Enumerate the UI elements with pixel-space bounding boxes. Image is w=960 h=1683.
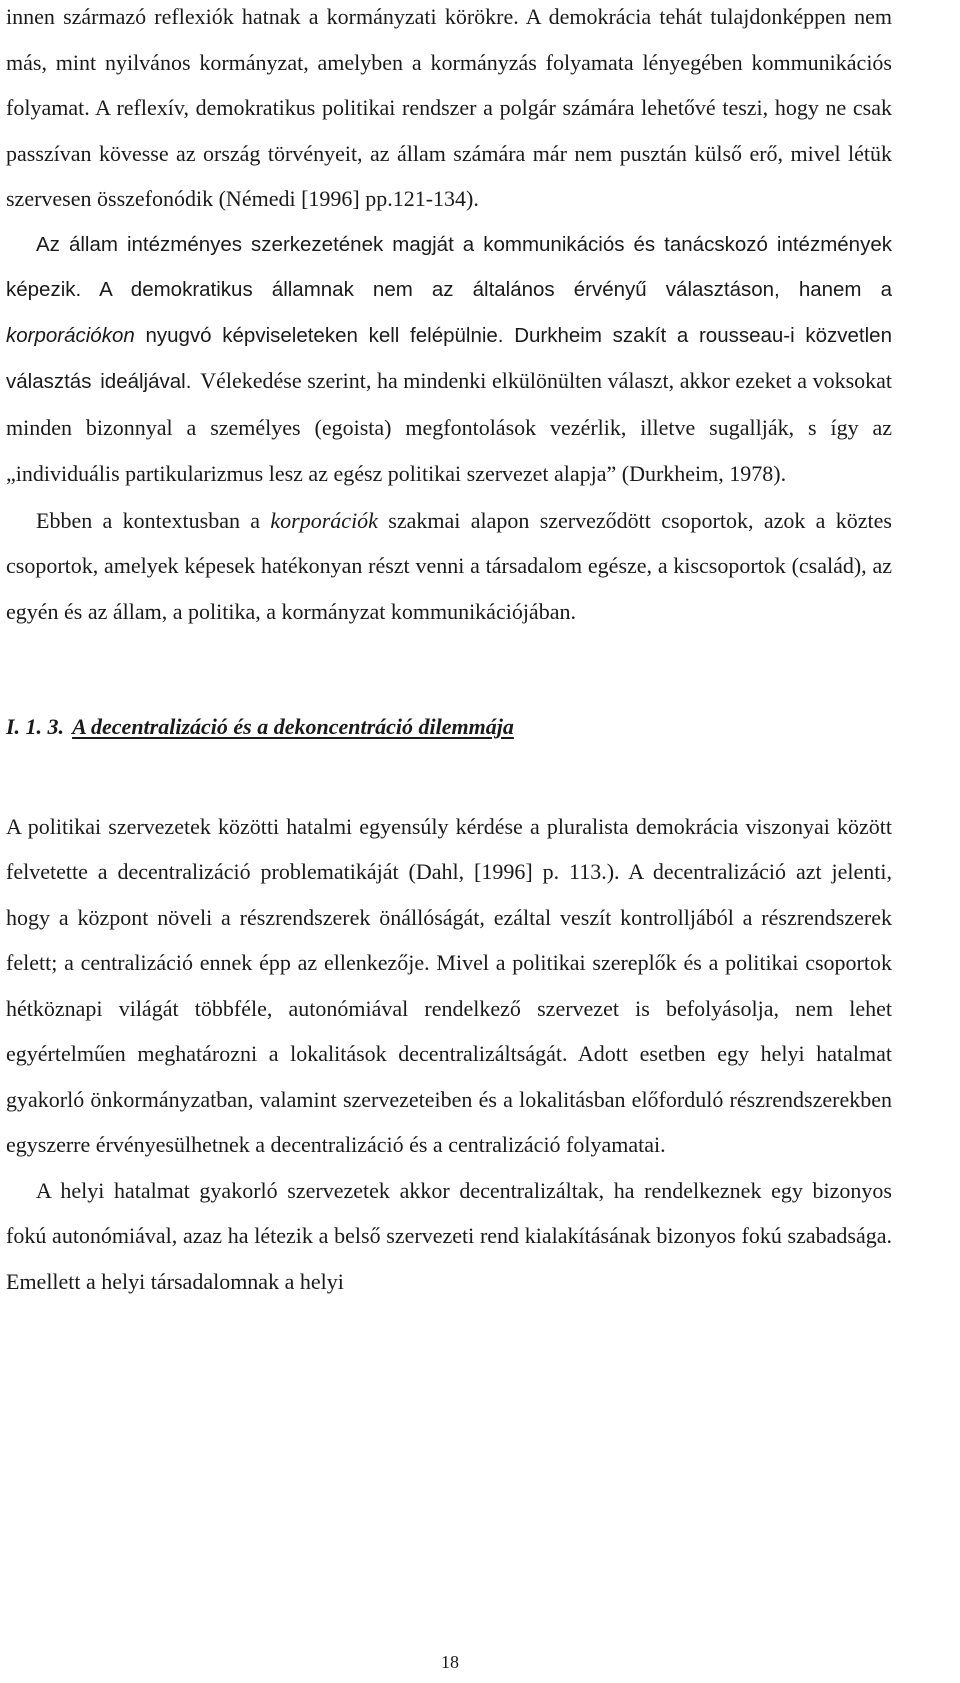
paragraph-text: nyugvó képviseleteken kell felépülnie. Durkheim szakít a rousseau-i közvetlen választás ideáljával. [6, 323, 892, 393]
section-title: A decentralizáció és a dekoncentráció dilemmája [72, 714, 514, 739]
section-number: I. 1. 3. [6, 714, 65, 739]
italic-term: korporációk [270, 507, 378, 533]
paragraph-text: Ebben a kontextusban a [36, 507, 271, 533]
paragraph-text-serif: Vélekedése szerint, ha mindenki elkülönülten választ, akkor ezeket a voksokat minden bizonnyal a személyes (egoista) megfontolások vezérlik, illetve sugallják, s így az „individuális partikularizmus lesz az egész politikai szervezet alapja” (Durkheim, 1978). [6, 368, 893, 486]
paragraph-text: A politikai szervezetek közötti hatalmi egyensúly kérdése a pluralista demokrácia viszonyai között felvetette a decentralizáció problematikáját (Dahl, [1996] p. 113.). A decentralizáció azt jelenti, hogy a központ növeli a részrendszerek önállóságát, ezáltal veszít kontrolljából a részrendszerek felett; a centralizáció ennek épp az ellenkezője. Mivel a politikai szereplők és a politikai csoportok hétköznapi világát többféle, autonómiával rendelkező szervezet is befolyásolja, nem lehet egyértelműen meghatározni a lokalitások decentralizáltságát. Adott esetben egy helyi hatalmat gyakorló önkormányzatban, valamint szervezeteiben és a lokalitásban előforduló részrendszerekben egyszerre érvényesülhetnek a decentralizáció és a centralizáció folyamatai. [6, 813, 892, 1157]
section-heading [6, 704, 892, 750]
document-page [6, 0, 892, 1304]
page-number: 18 [441, 1652, 459, 1672]
paragraph-democracy-communication [6, 0, 892, 222]
spacer [6, 634, 892, 704]
paragraph-corporations [6, 498, 892, 635]
paragraph-local-power [6, 1168, 892, 1305]
spacer [6, 750, 892, 804]
paragraph-decentralization [6, 804, 892, 1168]
paragraph-text: A helyi hatalmat gyakorló szervezetek akkor decentralizáltak, ha rendelkeznek egy bizonyos fokú autonómiával, azaz ha létezik a belső szervezeti rend kialakításának bizonyos fokú szabadsága. Emellett a helyi társadalomnak a helyi [6, 1177, 892, 1294]
paragraph-text: innen származó reflexiók hatnak a kormányzati körökre. A demokrácia tehát tulajdonképpen nem más, mint nyilvános kormányzat, amelyben a kormányzás folyamata lényegében kommunikációs folyamat. A reflexív, demokratikus politikai rendszer a polgár számára lehetővé teszi, hogy ne csak passzívan kövesse az ország törvényeit, az állam számára már nem pusztán külső erő, mivel létük szervesen összefonódik (Némedi [1996] pp.121-134). [6, 4, 892, 211]
paragraph-text: Az állam intézményes szerkezetének magját a kommunikációs és tanácskozó intézmények képezik. A demokratikus államnak nem az általános érvényű választáson, hanem a [6, 232, 892, 301]
paragraph-state-institutions [6, 222, 892, 498]
italic-term: korporációkon [6, 323, 135, 347]
paragraph-text: szakmai alapon szerveződött csoportok, azok a köztes csoportok, amelyek képesek hatékonyan részt venni a társadalom egésze, a kiscsoportok (család), az egyén és az állam, a politika, a kormányzat kommunikációjában. [6, 507, 892, 624]
